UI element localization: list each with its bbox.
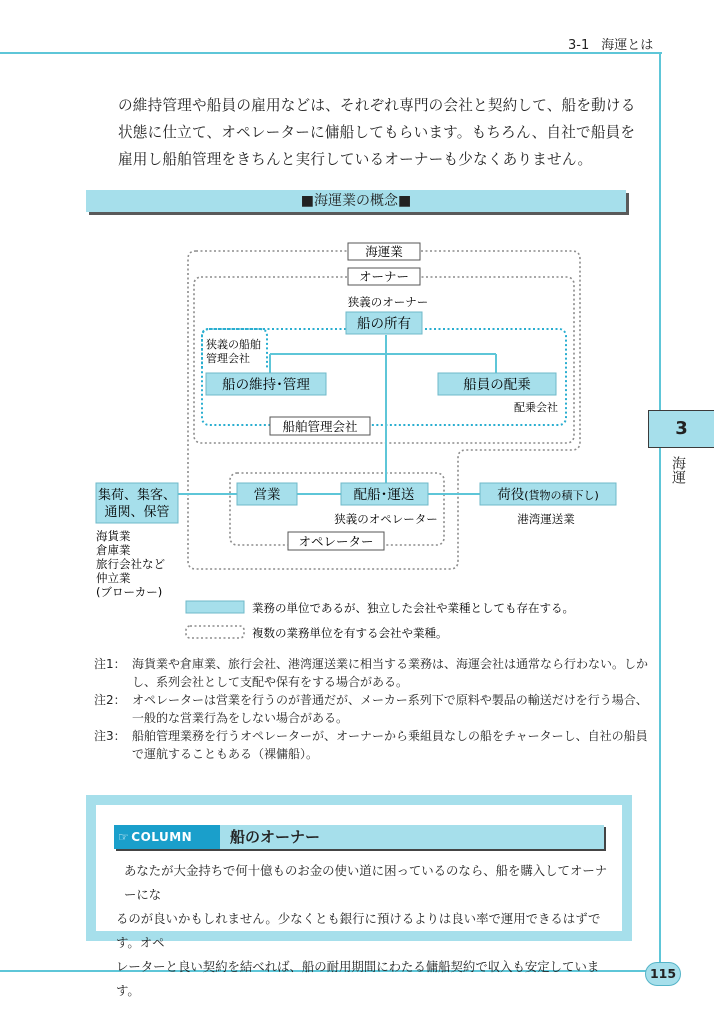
narrow-owner-caption: 狭義のオーナー [347,295,429,309]
cargo-handling-sub: (貨物の積下し) [524,489,599,502]
body-line: 状態に仕立て、オペレーターに傭船してもらいます。もちろん、自社で船員を [118,124,636,141]
legend-dotted-swatch [186,626,244,638]
note-line: で運航することもある（裸傭船）。 [132,747,319,761]
section-number: 3-1 [568,38,590,53]
narrow-ship-mgmt-caption-2: 管理会社 [206,352,250,365]
running-head [568,34,653,53]
page-frame-top [0,52,662,54]
notes [94,655,654,763]
chapter-tab: 3 [648,410,714,448]
body-paragraph [118,92,648,173]
column-line: るのが良いかもしれません。少なくとも銀行に預けるよりは良い率で運用できるはずです。オペ [116,911,601,950]
diagram-title: ■海運業の概念■ [86,190,626,212]
note-line: 船舶管理業務を行うオペレーターが、オーナーから乗組員なしの船をチャーターし、自社の船員 [132,729,648,743]
column-header [114,825,604,849]
ship-management-company: 船舶管理会社 [282,419,358,434]
column-box [86,795,632,998]
owner-group-label: オーナー [358,269,410,284]
narrow-ship-mgmt-caption-1: 狭義の船舶 [206,338,261,351]
dispatch: 配船･運送 [353,487,415,503]
left-caption-line: 海貨業 [96,529,131,543]
legend-dotted-text: 複数の業務単位を有する会社や業種。 [252,626,448,640]
legend-solid-text: 業務の単位であるが、独立した会社や業種としても存在する。 [252,601,574,615]
collection-line-2: 通関、保管 [104,505,170,520]
note-1 [94,655,654,691]
note-line: 海貨業や倉庫業、旅行会社、港湾運送業に相当する業務は、海運会社は通常なら行わない。しか [132,657,649,671]
note-label: 注2： [94,693,126,707]
crewing-company-caption: 配乗会社 [514,401,558,414]
left-caption-line: 仲立業 [96,571,131,585]
note-3 [94,727,654,763]
operator-group-label: オペレーター [298,534,374,549]
column-title: 船のオーナー [230,828,321,846]
legend-solid-swatch [186,601,244,613]
note-line: 一般的な営業行為をしない場合がある。 [132,711,349,725]
note-label: 注3： [94,729,126,743]
pointing-hand-icon: ☞ [118,830,130,844]
kaiungyo-label: 海運業 [365,244,403,259]
sales: 営業 [253,487,281,503]
note-2 [94,691,654,727]
shipping-concept-diagram [0,236,714,644]
collection-line-1: 集荷、集客、 [97,488,177,503]
note-line: し、系列会社として支配や保有をする場合がある。 [132,675,409,689]
narrow-operator-caption: 狭義のオペレーター [334,512,438,526]
left-caption-line: (ブローカー) [96,585,163,599]
cargo-handling-main: 荷役 [497,487,525,503]
column-text [116,859,612,1003]
body-line: の維持管理や船員の雇用などは、それぞれ専門の会社と契約して、船を動ける [118,97,636,114]
section-title: 海運とは [601,38,654,53]
column-line: あなたが大金持ちで何十億ものお金の使い道に困っているのなら、船を購入してオーナーにな [124,863,608,902]
crew-allocation: 船員の配乗 [463,377,531,393]
ship-ownership: 船の所有 [357,316,411,332]
ship-maintenance: 船の維持･管理 [222,377,310,393]
chapter-label: 海運 [670,456,686,484]
column-line: レーターと良い契約を結べれば、船の耐用期間にわたる傭船契約で収入も安定しています。 [116,959,600,998]
page-number: 115 [645,962,681,986]
note-line: オペレーターは営業を行うのが普通だが、メーカー系列下で原料や製品の輸送だけを行う場合、 [132,693,648,707]
column-tag [114,825,220,849]
left-caption-line: 旅行会社など [96,557,165,571]
column-tag-label: COLUMN [131,830,193,844]
left-caption-line: 倉庫業 [96,543,131,557]
column-inner [96,805,622,998]
cargo-handling [497,487,599,503]
body-line: 雇用し船舶管理をきちんと実行しているオーナーも少なくありません。 [118,151,593,168]
port-transport-caption: 港湾運送業 [517,512,575,526]
note-label: 注1： [94,657,126,671]
